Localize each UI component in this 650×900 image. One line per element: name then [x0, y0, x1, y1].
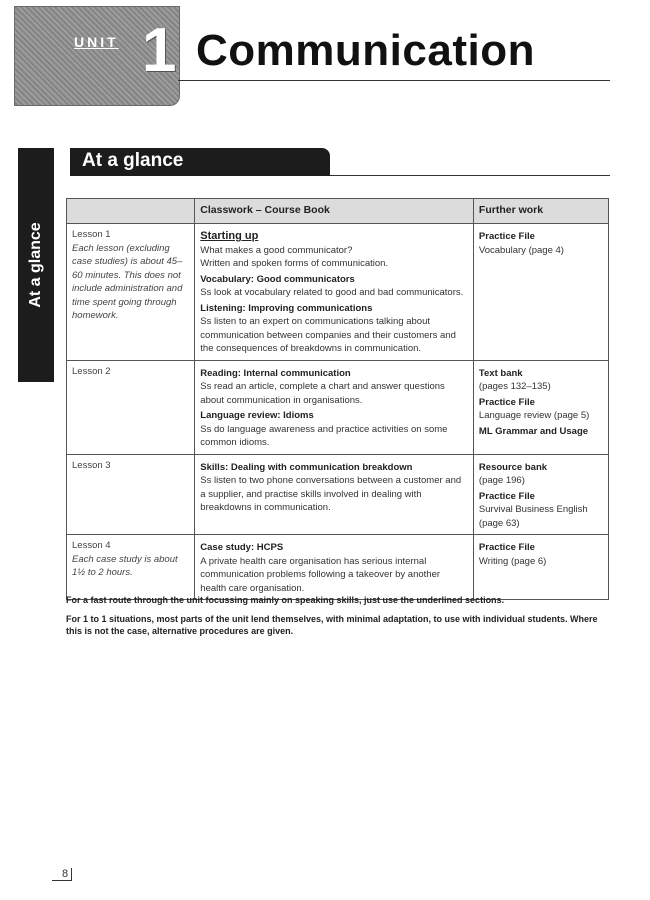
page-title: Communication: [196, 26, 535, 75]
unit-label: UNIT: [74, 34, 119, 50]
table-body: [67, 224, 609, 600]
further-work-text: (page 196): [478, 475, 525, 486]
further-work-text: Survival Business English (page 63): [478, 504, 588, 529]
classwork-heading: Skills: Dealing with communication breakdown: [200, 461, 413, 473]
further-work-heading: Practice File: [478, 396, 535, 408]
further-work-heading: Practice File: [478, 542, 535, 553]
lesson-note: Each lesson (excluding case studies) is about 45–60 minutes. This does not include administration and time spent going through homework.: [72, 242, 183, 321]
footnote-text: For 1 to 1 situations, most parts of the unit lend themselves, with minimal adaptation, to use with individual students. Where this is not the case, alternative procedures are given.: [66, 614, 598, 636]
overview-table: [66, 198, 609, 600]
lesson-label: Lesson 3: [72, 459, 111, 471]
lesson-cell: [67, 224, 195, 361]
classwork-text: What makes a good communicator?: [200, 244, 353, 256]
further-work-heading: Resource bank: [478, 461, 548, 473]
classwork-heading: Starting up: [200, 230, 259, 242]
table-row: [67, 454, 609, 535]
column-header-lesson: [67, 199, 195, 224]
classwork-heading: Listening: Improving communications: [200, 302, 373, 314]
classwork-text: Ss do language awareness and practice activities on some common idioms.: [200, 423, 448, 448]
further-work-heading: Practice File: [478, 490, 535, 502]
classwork-cell: [195, 224, 474, 361]
classwork-text: Ss listen to an expert on communications talking about communication between companies and their customers and the consequences of breakdowns in communication.: [200, 316, 456, 354]
unit-number: 1: [142, 16, 177, 85]
classwork-cell: [195, 454, 474, 535]
section-rule: [330, 175, 610, 176]
table-row: [67, 360, 609, 454]
classwork-text: A private health care organisation has serious internal communication problems following a takeover by another health care organisation.: [200, 555, 441, 594]
classwork-text: Ss look at vocabulary related to good and bad communicators.: [200, 287, 464, 298]
title-rule: [178, 80, 610, 81]
lesson-label: Lesson 2: [72, 365, 111, 377]
further-work-heading: Practice File: [478, 231, 535, 242]
further-work-text: Language review (page 5): [478, 410, 590, 421]
lesson-label: Lesson 1: [72, 229, 111, 240]
lesson-label: Lesson 4: [72, 540, 111, 551]
table-row: [67, 535, 609, 600]
footnote-text: For a fast route through the unit focussing mainly on speaking skills, just use the underlined sections.: [66, 595, 505, 605]
classwork-text: Written and spoken forms of communication.: [200, 258, 389, 269]
classwork-cell: [195, 360, 474, 454]
classwork-heading: Case study: HCPS: [200, 542, 284, 553]
classwork-heading: Vocabulary: Good communicators: [200, 273, 355, 285]
lesson-cell: [67, 454, 195, 535]
classwork-text: Ss read an article, complete a chart and answer questions about communication in organisations.: [200, 381, 445, 406]
further-work-heading: ML Grammar and Usage: [478, 425, 589, 437]
classwork-heading: Language review: Idioms: [200, 410, 314, 421]
page-number: 8: [52, 868, 72, 881]
further-work-heading: Text bank: [478, 367, 523, 379]
section-title: At a glance: [82, 150, 184, 171]
further-work-text: (pages 132–135): [478, 381, 551, 392]
lesson-cell: [67, 535, 195, 600]
further-work-cell: [473, 360, 608, 454]
further-work-cell: [473, 535, 608, 600]
classwork-text: Ss listen to two phone conversations between a customer and a supplier, and practise skills involved in dealing with breakdowns in communication.: [200, 475, 462, 513]
lesson-note: Each case study is about 1½ to 2 hours.: [72, 553, 178, 578]
column-header-classwork: Classwork – Course Book: [195, 199, 474, 224]
table-header-row: [67, 199, 609, 224]
section-heading-bar: [70, 148, 330, 176]
classwork-heading: Reading: Internal communication: [200, 367, 351, 379]
lesson-cell: [67, 360, 195, 454]
further-work-text: Vocabulary (page 4): [478, 244, 564, 256]
table-row: [67, 224, 609, 361]
further-work-text: Writing (page 6): [478, 555, 547, 567]
column-header-further-work: Further work: [473, 199, 608, 224]
unit-banner: [14, 6, 180, 106]
classwork-cell: [195, 535, 474, 600]
side-tab: [18, 148, 54, 382]
further-work-cell: [473, 454, 608, 535]
further-work-cell: [473, 224, 608, 361]
side-tab-label: At a glance: [27, 222, 44, 308]
